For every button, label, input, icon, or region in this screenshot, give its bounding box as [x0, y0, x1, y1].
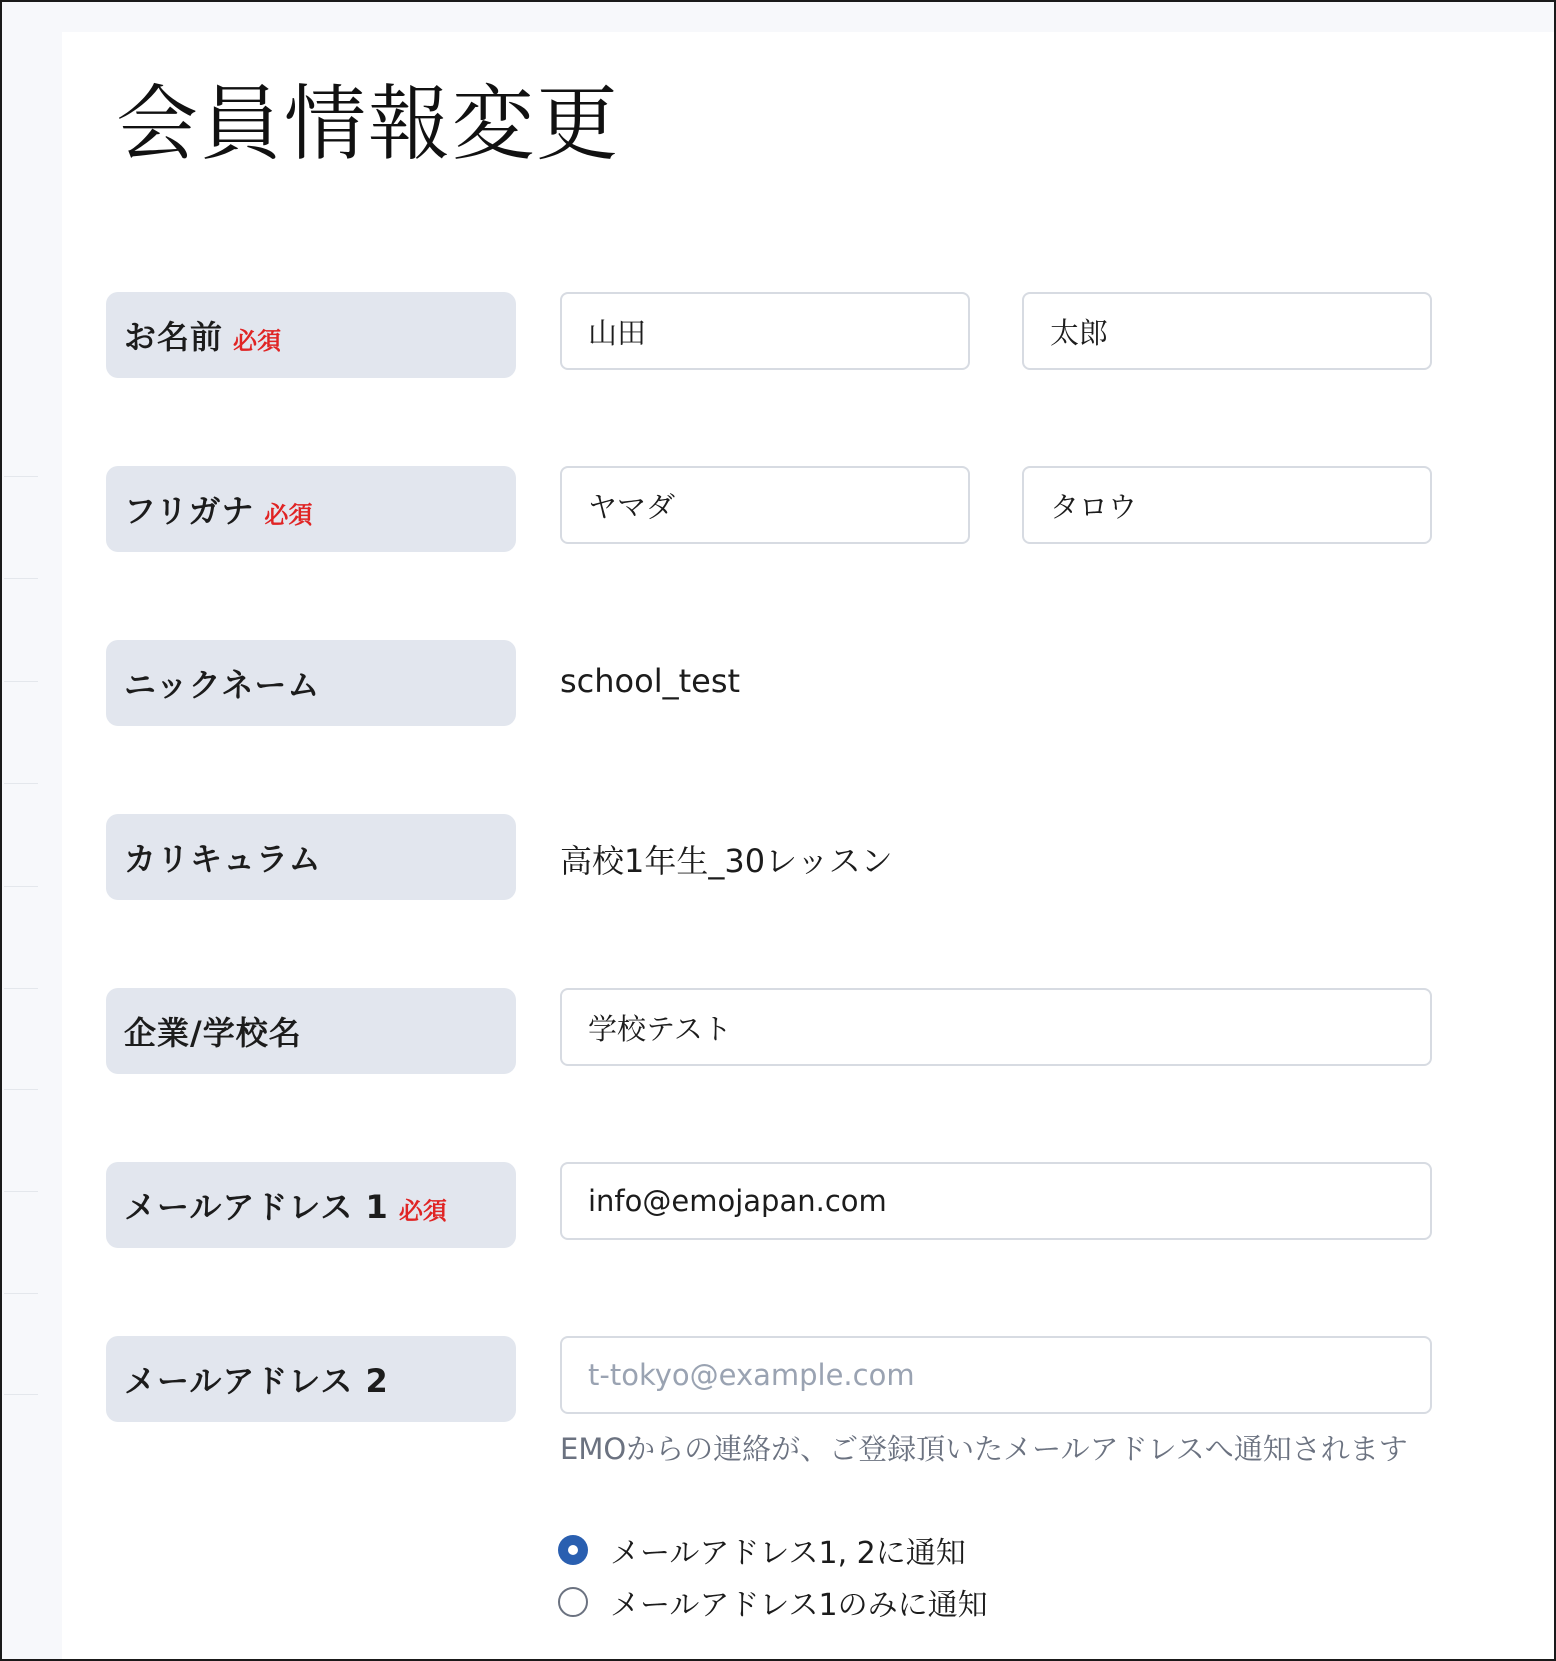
sidebar-divider: [4, 476, 38, 477]
notification-helper-text: EMOからの連絡が、ご登録頂いたメールアドレスへ通知されます: [560, 1432, 1408, 1466]
name-label-box: [106, 292, 516, 378]
sidebar-divider: [4, 681, 38, 682]
email1-label: メールアドレス 1: [124, 1188, 389, 1226]
sidebar-edge: [2, 2, 62, 1659]
nickname-label: ニックネーム: [124, 666, 321, 704]
organization-label: 企業/学校名: [124, 1014, 302, 1052]
required-badge: 必須: [398, 1196, 447, 1225]
sidebar-divider: [4, 1191, 38, 1192]
nickname-label-box: [106, 640, 516, 726]
sidebar-divider: [4, 783, 38, 784]
page-title: 会員情報変更: [116, 77, 621, 172]
last-name-kana-input[interactable]: [560, 466, 970, 544]
furigana-label-box: [106, 466, 516, 552]
curriculum-label: カリキュラム: [124, 840, 322, 878]
email1-input[interactable]: [560, 1162, 1432, 1240]
furigana-label: フリガナ: [124, 492, 255, 530]
email2-label-box: [106, 1336, 516, 1422]
sidebar-divider: [4, 988, 38, 989]
name-label: お名前: [124, 318, 224, 356]
last-name-input[interactable]: [560, 292, 970, 370]
first-name-kana-input[interactable]: [1022, 466, 1432, 544]
email1-label-box: [106, 1162, 516, 1248]
notify-email1-only-label: メールアドレス1のみに通知: [610, 1588, 988, 1623]
sidebar-divider: [4, 1293, 38, 1294]
required-badge: 必須: [233, 326, 282, 355]
notify-email1-only-option[interactable]: [558, 1580, 988, 1624]
required-badge: 必須: [264, 500, 313, 529]
notify-both-option[interactable]: [558, 1528, 966, 1572]
radio-unchecked-icon[interactable]: [558, 1587, 588, 1617]
organization-input[interactable]: [560, 988, 1432, 1066]
sidebar-divider: [4, 578, 38, 579]
radio-checked-icon[interactable]: [558, 1535, 588, 1565]
sidebar-divider: [4, 1394, 38, 1395]
curriculum-value: 高校1年生_30レッスン: [560, 842, 893, 880]
nickname-value: school_test: [560, 662, 741, 700]
email2-input[interactable]: [560, 1336, 1432, 1414]
organization-label-box: [106, 988, 516, 1074]
first-name-input[interactable]: [1022, 292, 1432, 370]
sidebar-divider: [4, 886, 38, 887]
email2-label: メールアドレス 2: [124, 1362, 389, 1400]
notify-both-label: メールアドレス1, 2に通知: [610, 1536, 966, 1571]
sidebar-divider: [4, 1089, 38, 1090]
curriculum-label-box: [106, 814, 516, 900]
